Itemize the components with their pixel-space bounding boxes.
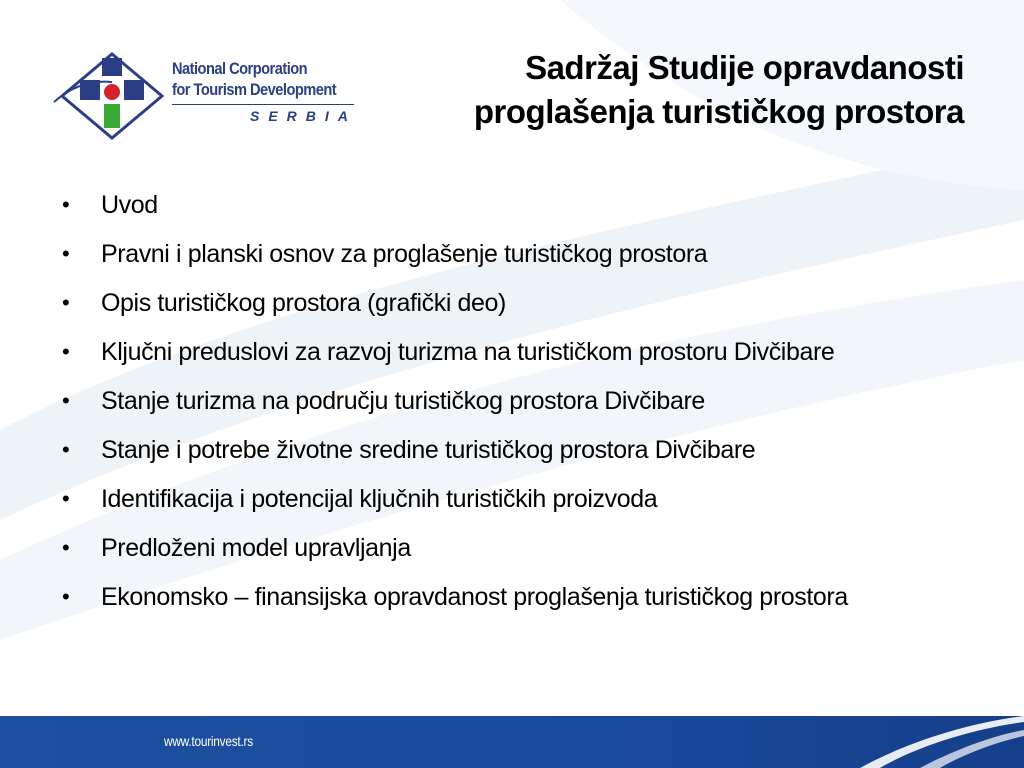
bullet-item bbox=[62, 430, 972, 470]
bullet-item bbox=[62, 528, 972, 568]
bullet-text: Pravni i planski osnov za proglašenje turističkog prostora bbox=[101, 240, 708, 268]
bullet-item bbox=[62, 234, 972, 274]
bullet-dot-icon: • bbox=[62, 388, 70, 413]
bullet-dot-icon: • bbox=[62, 486, 70, 511]
bullet-text: Ekonomsko – finansijska opravdanost proglašenja turističkog prostora bbox=[101, 583, 848, 611]
bullet-item bbox=[62, 332, 972, 372]
bullet-dot-icon: • bbox=[62, 192, 70, 217]
bullet-dot-icon: • bbox=[62, 584, 70, 609]
bullet-text: Predloženi model upravljanja bbox=[101, 534, 411, 562]
footer-band bbox=[0, 716, 1024, 768]
bullet-text: Uvod bbox=[101, 191, 158, 219]
bullet-text: Identifikacija i potencijal ključnih turističkih proizvoda bbox=[101, 485, 658, 513]
slide-title bbox=[304, 46, 964, 134]
bullet-dot-icon: • bbox=[62, 437, 70, 462]
bullet-item bbox=[62, 479, 972, 519]
bullet-dot-icon: • bbox=[62, 339, 70, 364]
footer-url: www.tourinvest.rs bbox=[164, 733, 253, 749]
bullet-text: Stanje turizma na području turističkog prostora Divčibare bbox=[101, 387, 705, 415]
logo-country: SERBIA bbox=[250, 108, 357, 124]
bullet-item bbox=[62, 381, 972, 421]
bullet-text: Opis turističkog prostora (grafički deo) bbox=[101, 289, 506, 317]
bullet-item bbox=[62, 185, 972, 225]
bullet-item bbox=[62, 577, 972, 617]
bullet-text: Stanje i potrebe životne sredine turističkog prostora Divčibare bbox=[101, 436, 756, 464]
logo-line-1: National Corporation bbox=[172, 59, 308, 78]
bullet-dot-icon: • bbox=[62, 241, 70, 266]
bullet-dot-icon: • bbox=[62, 535, 70, 560]
bullet-item bbox=[62, 283, 972, 323]
bullet-text: Ključni preduslovi za razvoj turizma na turističkom prostoru Divčibare bbox=[101, 338, 835, 366]
bullet-list bbox=[62, 185, 972, 626]
logo-line-2: for Tourism Development bbox=[172, 80, 337, 99]
slide-title-line-1: Sadržaj Studije opravdanosti bbox=[525, 49, 964, 86]
slide-title-line-2: proglašenja turističkog prostora bbox=[473, 93, 964, 130]
bullet-dot-icon: • bbox=[62, 290, 70, 315]
